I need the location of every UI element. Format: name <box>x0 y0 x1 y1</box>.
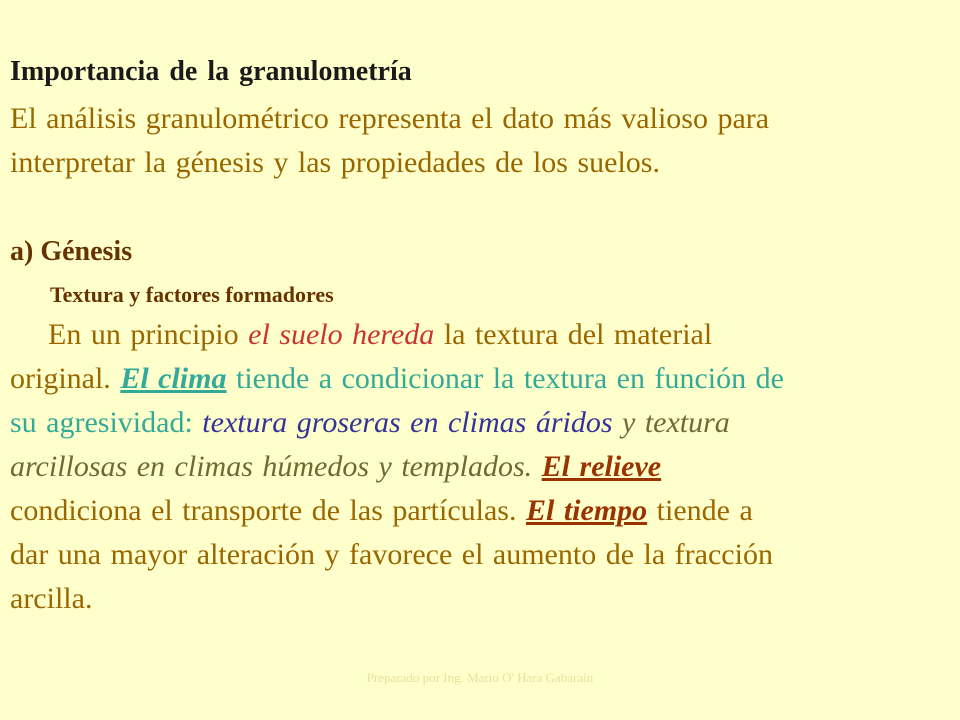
link-el-relieve[interactable]: El relieve <box>541 450 662 483</box>
intro-line-2: interpretar la génesis y las propiedades de los suelos. <box>10 146 660 179</box>
text-segment: la textura del material <box>434 318 713 351</box>
paragraph-line-2 <box>10 362 784 396</box>
emphasis-climas-aridos: textura groseras en climas áridos <box>202 406 613 439</box>
text-segment: condiciona el transporte de las partículas. <box>10 494 526 527</box>
emphasis-suelo-hereda: el suelo hereda <box>248 318 435 351</box>
paragraph-line-6: dar una mayor alteración y favorece el aumento de la fracción <box>10 538 773 571</box>
paragraph-line-7: arcilla. <box>10 582 93 615</box>
paragraph-line-5 <box>10 494 753 528</box>
paragraph-line-4 <box>10 450 661 484</box>
text-segment: original. <box>10 362 121 395</box>
subheading: Textura y factores formadores <box>50 282 334 307</box>
text-segment: tiende a <box>647 494 753 527</box>
intro-line-1: El análisis granulométrico representa el dato más valioso para <box>10 102 770 135</box>
text-segment: y textura <box>612 406 730 439</box>
text-segment: su agresividad: <box>10 406 203 439</box>
link-el-tiempo[interactable]: El tiempo <box>525 494 648 527</box>
slide-title: Importancia de la granulometría <box>10 56 412 87</box>
link-el-clima[interactable]: El clima <box>120 362 227 395</box>
paragraph-line-3 <box>10 406 730 440</box>
section-heading: a) Génesis <box>10 236 133 267</box>
emphasis-climas-humedos: arcillosas en climas húmedos y templados. <box>10 450 542 483</box>
text-segment: En un principio <box>48 318 249 351</box>
text-segment: tiende a condicionar la textura en función de <box>226 362 784 395</box>
footer-credit: Preparado por Ing. Mario O' Hara Gabarain <box>366 670 594 685</box>
paragraph-line-1 <box>48 318 712 352</box>
